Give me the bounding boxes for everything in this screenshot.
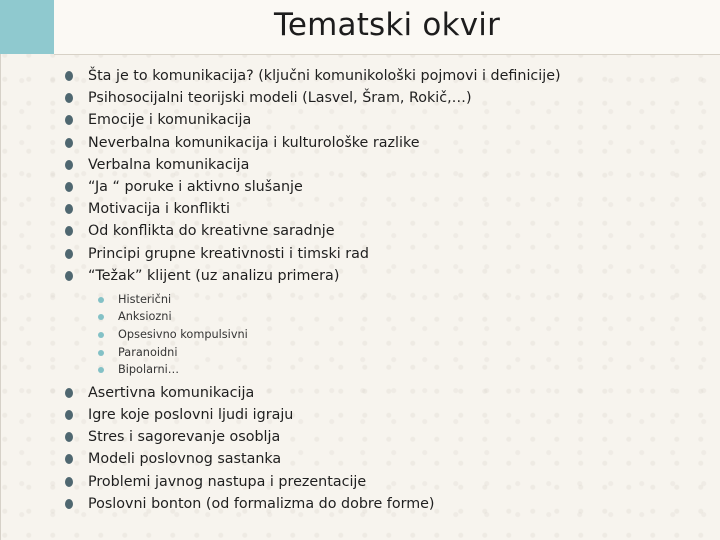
- main-bullet-item: [62, 243, 702, 265]
- main-bullet-text: Psihosocijalni teorijski modeli (Lasvel, Šram, Rokič,…): [88, 90, 472, 107]
- sub-bullet-item: [94, 308, 702, 326]
- main-bullet-text: Od konflikta do kreativne saradnje: [88, 223, 335, 240]
- sub-bullet-text: Opsesivno kompulsivni: [118, 328, 248, 342]
- left-edge-line: [0, 54, 1, 540]
- bullet-icon: [65, 432, 73, 442]
- main-bullet-item: [62, 65, 702, 87]
- main-bullet-item: [62, 448, 702, 470]
- bullet-icon: [65, 249, 73, 259]
- sub-bullet-item: [94, 344, 702, 362]
- main-bullet-item: [62, 198, 702, 220]
- bullet-icon: [65, 138, 73, 148]
- main-bullet-text: Problemi javnog nastupa i prezentacije: [88, 473, 367, 490]
- main-bullet-item: [62, 154, 702, 176]
- main-bullet-text: Neverbalna komunikacija i kulturološke razlike: [88, 134, 420, 151]
- slide-content: [62, 65, 702, 515]
- bullet-icon: [65, 499, 73, 509]
- sub-bullet-item: [94, 361, 702, 379]
- bullet-icon: [65, 226, 73, 236]
- main-bullet-text: Poslovni bonton (od formalizma do dobre forme): [88, 495, 435, 512]
- sub-bullet-group: [62, 291, 702, 379]
- main-bullet-text: “Težak” klijent (uz analizu primera): [88, 267, 340, 284]
- main-bullet-item: [62, 404, 702, 426]
- main-bullet-item: [62, 382, 702, 404]
- bullet-icon: [65, 454, 73, 464]
- main-bullet-item: [62, 493, 702, 515]
- main-bullet-text: Šta je to komunikacija? (ključni komunikološki pojmovi i definicije): [88, 68, 561, 84]
- main-bullet-text: Motivacija i konflikti: [88, 201, 230, 218]
- sub-bullet-text: Anksiozni: [118, 310, 172, 324]
- sub-bullet-icon: [98, 297, 104, 303]
- main-bullet-text: Modeli poslovnog sastanka: [88, 451, 282, 468]
- main-bullet-item: [62, 471, 702, 493]
- main-bullet-item: [62, 87, 702, 109]
- main-bullet-text: Emocije i komunikacija: [88, 112, 252, 129]
- more-bullet-list: [62, 382, 702, 515]
- bullet-icon: [65, 160, 73, 170]
- sub-bullet-icon: [98, 332, 104, 338]
- main-bullet-text: Igre koje poslovni ljudi igraju: [88, 407, 294, 424]
- main-bullet-item: [62, 176, 702, 198]
- sub-bullet-text: Bipolarni…: [118, 363, 180, 377]
- bullet-icon: [65, 477, 73, 487]
- main-bullet-text: “Ja “ poruke i aktivno slušanje: [88, 178, 303, 195]
- sub-bullet-icon: [98, 314, 104, 320]
- bullet-icon: [65, 388, 73, 398]
- main-bullet-text: Stres i sagorevanje osoblja: [88, 429, 281, 446]
- sub-bullet-item: [94, 326, 702, 344]
- main-bullet-item: [62, 426, 702, 448]
- bullet-icon: [65, 93, 73, 103]
- main-bullet-item: [62, 220, 702, 242]
- main-bullet-text: Verbalna komunikacija: [88, 156, 250, 173]
- main-bullet-item: [62, 109, 702, 131]
- title-divider: [54, 54, 720, 55]
- bullet-icon: [65, 271, 73, 281]
- sub-bullet-icon: [98, 367, 104, 373]
- bullet-icon: [65, 410, 73, 420]
- sub-bullet-text: Histerični: [118, 292, 172, 306]
- main-bullet-item: [62, 265, 702, 287]
- bullet-icon: [65, 204, 73, 214]
- slide-title: Tematski okvir: [273, 7, 501, 43]
- bullet-icon: [65, 182, 73, 192]
- sub-bullet-icon: [98, 350, 104, 356]
- title-accent-bar: [0, 0, 54, 54]
- sub-bullet-list: [94, 291, 702, 379]
- main-bullet-list: [62, 65, 702, 287]
- sub-bullet-text: Paranoidni: [118, 345, 178, 359]
- bullet-icon: [65, 71, 73, 81]
- main-bullet-item: [62, 132, 702, 154]
- sub-bullet-item: [94, 291, 702, 309]
- main-bullet-text: Principi grupne kreativnosti i timski rad: [88, 245, 369, 262]
- main-bullet-text: Asertivna komunikacija: [88, 384, 255, 401]
- bullet-icon: [65, 115, 73, 125]
